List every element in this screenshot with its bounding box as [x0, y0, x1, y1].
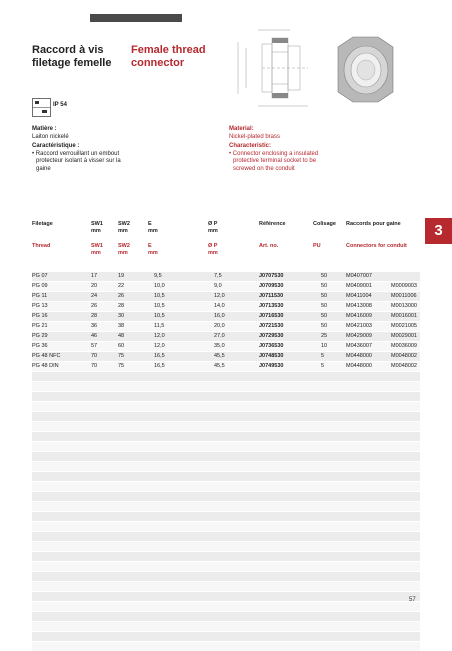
- header-cell: SW1: [91, 243, 103, 249]
- table-row: [32, 311, 420, 321]
- table-cell: 60: [118, 343, 125, 349]
- table-cell: 50: [321, 283, 328, 289]
- table-cell: 10,0: [154, 283, 165, 289]
- table-cell: M0029001: [391, 333, 417, 339]
- table-row: [32, 341, 420, 351]
- table-cell: M0016001: [391, 313, 417, 319]
- table-row: [32, 561, 420, 571]
- table-cell: 10,5: [154, 293, 165, 299]
- header-cell: mm: [208, 250, 218, 256]
- table-row: [32, 451, 420, 461]
- table-cell: 26: [118, 293, 125, 299]
- header-cell: Ø P: [208, 221, 218, 227]
- table-cell: 48: [118, 333, 125, 339]
- table-cell: 16,5: [154, 353, 165, 359]
- table-row: [32, 401, 420, 411]
- table-cell: M0407007: [346, 273, 372, 279]
- table-cell: M0013000: [391, 303, 417, 309]
- product-table: [32, 221, 420, 369]
- header-cell: SW1: [91, 221, 103, 227]
- header-cell: E: [148, 243, 152, 249]
- table-row: [32, 351, 420, 361]
- header-cell: mm: [91, 250, 101, 256]
- header-cell: mm: [148, 228, 158, 234]
- table-row: [32, 291, 420, 301]
- table-cell: 50: [321, 273, 328, 279]
- table-cell: 70: [91, 363, 98, 369]
- table-cell: 16,5: [154, 363, 165, 369]
- table-cell: M0448000: [346, 363, 372, 369]
- ip-rating-label: IP 54: [53, 102, 67, 108]
- table-cell: M0011006: [391, 293, 417, 299]
- material-en: Material: Nickel-plated brass: [229, 126, 281, 140]
- header-cell: SW2: [118, 243, 130, 249]
- title-english: Female thread connector: [131, 44, 206, 69]
- table-cell: 50: [321, 293, 328, 299]
- table-cell: M0021005: [391, 323, 417, 329]
- table-row: [32, 431, 420, 441]
- table-cell: J0711530: [259, 293, 284, 299]
- table-cell: 24: [91, 293, 98, 299]
- table-cell: 27,0: [214, 333, 225, 339]
- table-cell: M0009003: [391, 283, 417, 289]
- table-cell: 10,5: [154, 313, 165, 319]
- table-cell: M0048002: [391, 353, 417, 359]
- table-cell: M0409001: [346, 283, 372, 289]
- table-cell: M0416009: [346, 313, 372, 319]
- table-row: [32, 391, 420, 401]
- table-cell: 50: [321, 303, 328, 309]
- header-cell: Ø P: [208, 243, 218, 249]
- table-cell: PG 36: [32, 343, 48, 349]
- table-row: [32, 601, 420, 611]
- table-cell: J0721530: [259, 323, 284, 329]
- table-row: [32, 521, 420, 531]
- table-row: [32, 361, 420, 371]
- header-cell: Connectors for conduit: [346, 243, 407, 249]
- table-cell: 25: [321, 333, 328, 339]
- table-cell: M0411004: [346, 293, 372, 299]
- table-row: [32, 461, 420, 471]
- header-cell: mm: [118, 250, 128, 256]
- table-cell: 57: [91, 343, 98, 349]
- table-cell: M0048002: [391, 363, 417, 369]
- section-tab[interactable]: 3: [425, 218, 452, 244]
- table-cell: 11,5: [154, 323, 165, 329]
- table-cell: PG 07: [32, 273, 48, 279]
- page-number: 57: [409, 597, 416, 603]
- table-cell: 75: [118, 353, 125, 359]
- header-cell: Filetage: [32, 221, 53, 227]
- table-cell: PG 16: [32, 313, 48, 319]
- table-cell: 26: [91, 303, 98, 309]
- table-cell: 10,5: [154, 303, 165, 309]
- table-cell: J0729530: [259, 333, 284, 339]
- table-cell: J0749530: [259, 363, 284, 369]
- header-cell: Référence: [259, 221, 286, 227]
- table-cell: 9,0: [214, 283, 222, 289]
- table-row: [32, 371, 420, 381]
- header-cell: Colisage: [313, 221, 336, 227]
- table-row: [32, 641, 420, 651]
- table-cell: 75: [118, 363, 125, 369]
- table-cell: J0707530: [259, 273, 284, 279]
- table-cell: M0448000: [346, 353, 372, 359]
- table-row: [32, 281, 420, 291]
- table-row: [32, 611, 420, 621]
- table-cell: 35,0: [214, 343, 225, 349]
- table-cell: M0436007: [346, 343, 372, 349]
- table-row: [32, 591, 420, 601]
- table-row: [32, 301, 420, 311]
- table-row: [32, 471, 420, 481]
- table-row: [32, 491, 420, 501]
- table-cell: PG 48 NFC: [32, 353, 61, 359]
- characteristic-en: Characteristic: • Connector enclosing a insulated protective terminal socket to be screwed on the conduit: [229, 143, 319, 172]
- table-cell: 30: [118, 313, 125, 319]
- table-cell: 9,5: [154, 273, 162, 279]
- table-cell: J0736530: [259, 343, 284, 349]
- table-cell: 5: [321, 363, 325, 369]
- table-row: [32, 571, 420, 581]
- header-cell: mm: [148, 250, 158, 256]
- table-cell: PG 11: [32, 293, 48, 299]
- header-cell: PU: [313, 243, 321, 249]
- table-row: [32, 551, 420, 561]
- table-row: [32, 271, 420, 281]
- brand-logo-band: [90, 14, 182, 22]
- table-cell: 22: [118, 283, 125, 289]
- table-cell: 17: [91, 273, 98, 279]
- technical-drawing: [228, 22, 428, 112]
- table-cell: 45,5: [214, 363, 225, 369]
- header-cell: Art. no.: [259, 243, 279, 249]
- table-row: [32, 321, 420, 331]
- characteristic-fr: Caractéristique : • Raccord verrouillant un embout protecteur isolant à visser sur la gaine: [32, 143, 121, 172]
- table-row: [32, 621, 420, 631]
- table-row: [32, 381, 420, 391]
- table-cell: J0713530: [259, 303, 284, 309]
- table-cell: J0716530: [259, 313, 284, 319]
- table-cell: M0421003: [346, 323, 372, 329]
- table-cell: 28: [91, 313, 98, 319]
- table-cell: PG 29: [32, 333, 48, 339]
- table-cell: 28: [118, 303, 125, 309]
- table-cell: J0709530: [259, 283, 284, 289]
- table-cell: PG 48 DIN: [32, 363, 59, 369]
- table-row: [32, 441, 420, 451]
- table-cell: 36: [91, 323, 98, 329]
- table-cell: 10: [321, 343, 328, 349]
- header-cell: Thread: [32, 243, 51, 249]
- header-cell: SW2: [118, 221, 130, 227]
- table-cell: 12,0: [154, 343, 165, 349]
- table-cell: 19: [118, 273, 125, 279]
- table-cell: 12,0: [214, 293, 225, 299]
- table-cell: 12,0: [154, 333, 165, 339]
- table-cell: 14,0: [214, 303, 225, 309]
- table-row: [32, 541, 420, 551]
- table-row: [32, 421, 420, 431]
- table-row: [32, 511, 420, 521]
- table-cell: 50: [321, 323, 328, 329]
- table-header: [32, 221, 420, 273]
- table-row: [32, 501, 420, 511]
- table-cell: 45,5: [214, 353, 225, 359]
- header-cell: Raccords pour gaine: [346, 221, 401, 227]
- table-cell: 20: [91, 283, 98, 289]
- table-body: [32, 271, 420, 651]
- table-cell: M0429009: [346, 333, 372, 339]
- table-row: [32, 531, 420, 541]
- material-fr: Matière : Laiton nickelé: [32, 126, 69, 140]
- table-row: [32, 331, 420, 341]
- title-french: Raccord à vis filetage femelle: [32, 44, 112, 69]
- header-cell: mm: [91, 228, 101, 234]
- table-cell: 7,5: [214, 273, 222, 279]
- table-cell: PG 13: [32, 303, 48, 309]
- table-row: [32, 481, 420, 491]
- header-cell: E: [148, 221, 152, 227]
- table-cell: PG 09: [32, 283, 48, 289]
- table-cell: PG 21: [32, 323, 48, 329]
- table-cell: J0748530: [259, 353, 284, 359]
- table-cell: M0036009: [391, 343, 417, 349]
- table-cell: 46: [91, 333, 98, 339]
- table-row: [32, 581, 420, 591]
- header-cell: mm: [118, 228, 128, 234]
- table-cell: 38: [118, 323, 125, 329]
- table-cell: 5: [321, 353, 325, 359]
- header-cell: mm: [208, 228, 218, 234]
- table-cell: 70: [91, 353, 98, 359]
- table-cell: M0413008: [346, 303, 372, 309]
- table-row: [32, 411, 420, 421]
- table-cell: 20,0: [214, 323, 225, 329]
- table-cell: 50: [321, 313, 328, 319]
- table-cell: 16,0: [214, 313, 225, 319]
